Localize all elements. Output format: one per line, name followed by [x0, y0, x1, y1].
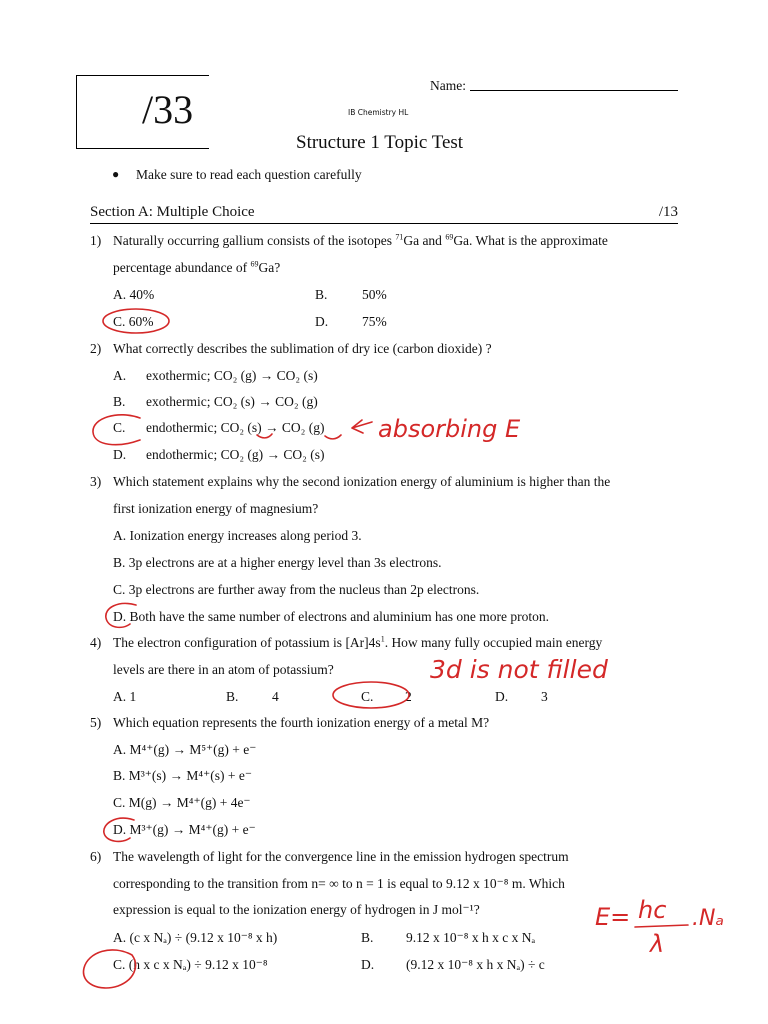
q3-option-a: A. Ionization energy increases along period 3.	[113, 528, 362, 543]
score-total: /33	[142, 87, 194, 132]
q1-line1: Naturally occurring gallium consists of the isotopes $^{71}$Ga and $^{69}$Ga. What is the approximate	[113, 232, 608, 248]
q4-line2: levels are there in an atom of potassium?	[113, 662, 334, 677]
q5-number: 5)	[90, 715, 102, 730]
q4-option-c: 2	[405, 689, 412, 704]
q6-option-b: 9.12 x 10⁻⁸ x h x c x Nₐ	[406, 930, 536, 945]
q5-text: Which equation represents the fourth ionization energy of a metal M?	[113, 715, 490, 730]
q1-option-b-letter: B.	[315, 287, 328, 302]
q6-number: 6)	[90, 849, 102, 864]
q4-option-c-letter: C.	[361, 689, 374, 704]
q2-option-b: exothermic; CO₂ (s) → CO₂ (g)	[146, 394, 318, 409]
annotation-formula-denominator: λ	[650, 930, 665, 958]
annotation-3d-not-filled: 3d is not filled	[430, 655, 608, 684]
q2-text: What correctly describes the sublimation of dry ice (carbon dioxide) ?	[113, 341, 492, 356]
q2-underline-g	[325, 435, 341, 439]
q2-option-a-letter: A.	[113, 368, 127, 383]
annotation-formula-numerator: hc	[638, 896, 667, 924]
q6-option-d-letter: D.	[361, 957, 375, 972]
q3-line1: Which statement explains why the second ionization energy of aluminium is higher than the	[113, 474, 611, 489]
q3-option-b: B. 3p electrons are at a higher energy level than 3s electrons.	[113, 555, 442, 570]
q6-line3: expression is equal to the ionization energy of hydrogen in J mol⁻¹?	[113, 902, 480, 917]
q4-option-a: A. 1	[113, 689, 137, 704]
q2-option-d-letter: D.	[113, 447, 127, 462]
section-marks: /13	[658, 204, 678, 220]
q3-number: 3)	[90, 474, 102, 489]
q4-option-d: 3	[541, 689, 548, 704]
annotation-formula-prefix: E=	[595, 903, 631, 931]
q3-option-d: D. Both have the same number of electrons and aluminium has one more proton.	[113, 609, 550, 624]
instruction-text: Make sure to read each question carefully	[136, 167, 362, 182]
q5-option-d: D. M³⁺(g) → M⁴⁺(g) + e⁻	[113, 822, 256, 837]
q2-option-d: endothermic; CO₂ (g) → CO₂ (s)	[146, 447, 325, 462]
q6-option-a: A. (c x Nₐ) ÷ (9.12 x 10⁻⁸ x h)	[113, 930, 278, 945]
annotation-absorbing-e: absorbing E	[378, 415, 521, 443]
q1-option-b: 50%	[362, 287, 387, 302]
q6-option-c: C. (h x c x Nₐ) ÷ 9.12 x 10⁻⁸	[113, 957, 268, 972]
page-title: Structure 1 Topic Test	[296, 132, 464, 153]
q5-option-a: A. M⁴⁺(g) → M⁵⁺(g) + e⁻	[113, 742, 257, 757]
q2-number: 2)	[90, 341, 102, 356]
q1-line2: percentage abundance of $^{69}$Ga?	[113, 259, 281, 275]
q6-line1: The wavelength of light for the convergence line in the emission hydrogen spectrum	[113, 849, 569, 864]
q2-option-b-letter: B.	[113, 394, 126, 409]
q1-option-d: 75%	[362, 314, 387, 329]
q3-option-c: C. 3p electrons are further away from the nucleus than 2p electrons.	[113, 582, 480, 597]
q1-option-d-letter: D.	[315, 314, 329, 329]
q5-option-c: C. M(g) → M⁴⁺(g) + 4e⁻	[113, 795, 251, 810]
q1-option-c: C. 60%	[113, 314, 154, 329]
q2-option-c-letter: C.	[113, 420, 126, 435]
q6-line2: corresponding to the transition from n= ∞ to n = 1 is equal to 9.12 x 10⁻⁸ m. Which	[113, 876, 565, 891]
q2-option-c: endothermic; CO₂ (s) → CO₂ (g)	[146, 420, 325, 435]
q4-line1: The electron configuration of potassium is $[Ar]4s^1$. How many fully occupied main energy	[113, 634, 603, 650]
formula-fraction-line	[635, 925, 688, 927]
q3-line2: first ionization energy of magnesium?	[113, 501, 319, 516]
bullet-icon: ●	[112, 167, 120, 181]
q6-option-d: (9.12 x 10⁻⁸ x h x Nₐ) ÷ c	[406, 957, 545, 972]
q2-arrow-icon	[352, 420, 372, 433]
q2-option-a: exothermic; CO₂ (g) → CO₂ (s)	[146, 368, 318, 383]
annotation-formula-suffix: .Nₐ	[692, 906, 725, 931]
section-title: Section A: Multiple Choice	[90, 204, 255, 220]
section-header	[90, 204, 678, 224]
q4-option-b-letter: B.	[226, 689, 239, 704]
q1-number: 1)	[90, 233, 102, 248]
name-field-line	[470, 90, 678, 91]
q1-option-a: A. 40%	[113, 287, 155, 302]
q5-option-b: B. M³⁺(s) → M⁴⁺(s) + e⁻	[113, 768, 252, 783]
q6-option-b-letter: B.	[361, 930, 374, 945]
q4-number: 4)	[90, 635, 102, 650]
name-label: Name:	[430, 78, 466, 93]
course-label: IB Chemistry HL	[348, 108, 409, 117]
q4-option-d-letter: D.	[495, 689, 509, 704]
q4-option-b: 4	[272, 689, 279, 704]
